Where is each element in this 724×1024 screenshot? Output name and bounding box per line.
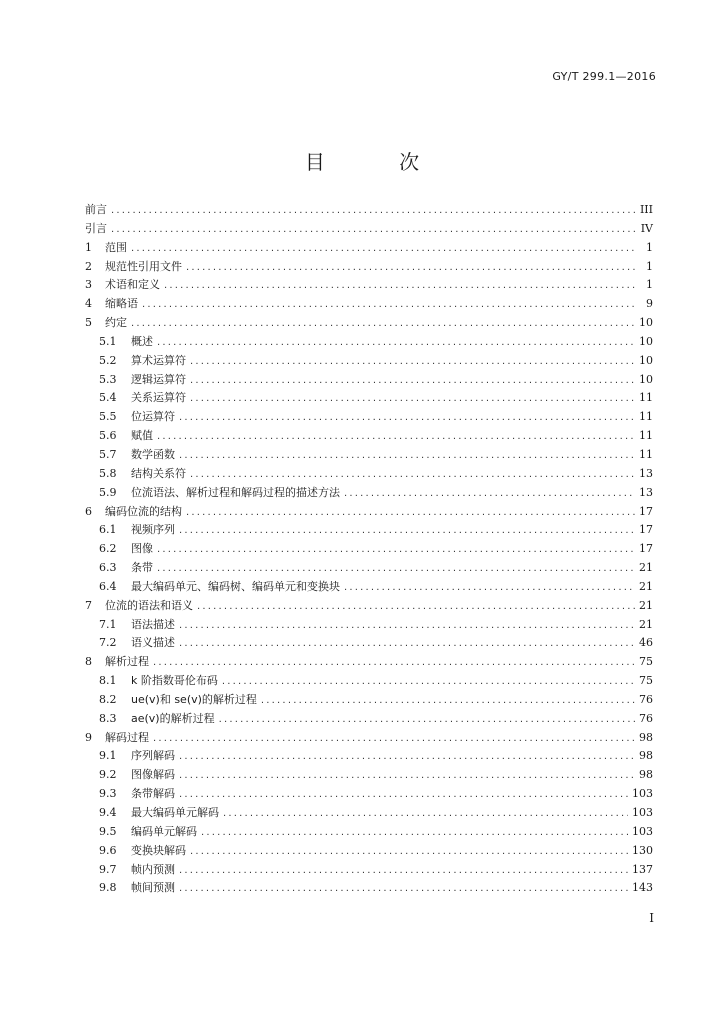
toc-entry-number: 9.2 (99, 768, 117, 782)
toc-entry[interactable] (85, 616, 653, 635)
toc-entry[interactable] (85, 672, 653, 691)
toc-entry-number: 8.2 (99, 692, 117, 706)
toc-entry-label: 范围 (105, 240, 127, 254)
toc-leader-dots (190, 372, 635, 391)
toc-entry-label: ue(v)和 se(v)的解析过程 (131, 692, 257, 706)
toc-entry-number: 7.1 (99, 617, 117, 631)
toc-entry[interactable] (85, 729, 653, 748)
toc-entry-number: 9.7 (99, 862, 117, 876)
toc-entry-label: 编码位流的结构 (105, 504, 182, 518)
toc-entry-page: 1 (646, 240, 653, 254)
toc-entry-page: IV (640, 221, 653, 235)
toc-entry-number: 7.2 (99, 636, 117, 650)
table-of-contents (85, 201, 653, 898)
page-title: 目 次 (304, 150, 454, 174)
toc-leader-dots (131, 315, 635, 334)
toc-entry-number: 2 (85, 259, 92, 273)
toc-entry-number: 4 (85, 297, 92, 311)
toc-entry[interactable] (85, 503, 653, 522)
toc-entry[interactable] (85, 276, 653, 295)
toc-entry-page: 75 (639, 674, 653, 688)
toc-entry[interactable] (85, 295, 653, 314)
toc-entry[interactable] (85, 352, 653, 371)
toc-entry[interactable] (85, 691, 653, 710)
toc-leader-dots (344, 579, 635, 598)
toc-entry-number: 9.8 (99, 881, 117, 895)
toc-entry-number: 5.3 (99, 372, 117, 386)
toc-entry-page: 1 (646, 278, 653, 292)
toc-entry-label: 前言 (85, 203, 107, 216)
toc-leader-dots (153, 654, 635, 673)
toc-entry[interactable] (85, 559, 653, 578)
toc-entry-label: 最大编码单元解码 (131, 806, 219, 819)
toc-entry-page: 13 (639, 466, 653, 480)
toc-entry-number: 7 (85, 598, 92, 612)
toc-entry-page: 103 (632, 824, 653, 838)
toc-entry-label: 条带解码 (131, 787, 175, 801)
toc-entry-number: 1 (85, 240, 92, 254)
toc-entry-label: 帧内预测 (131, 862, 175, 876)
toc-entry-number: 9 (85, 730, 92, 744)
toc-entry[interactable] (85, 747, 653, 766)
toc-entry[interactable] (85, 446, 653, 465)
toc-entry-label: 算术运算符 (131, 353, 186, 367)
toc-leader-dots (201, 824, 628, 843)
page-number: I (649, 911, 654, 925)
toc-entry-number: 5.6 (99, 429, 117, 443)
toc-entry[interactable] (85, 540, 653, 559)
toc-entry-label: 逻辑运算符 (131, 372, 186, 386)
toc-entry-page: 103 (632, 806, 653, 819)
toc-entry-number: 6 (85, 504, 92, 518)
toc-leader-dots (157, 334, 635, 353)
toc-leader-dots (190, 843, 628, 862)
toc-entry-label: 语义描述 (131, 636, 175, 650)
toc-leader-dots (179, 522, 635, 541)
toc-entry-number: 8 (85, 655, 92, 669)
toc-entry-page: 11 (639, 447, 653, 461)
toc-leader-dots (197, 598, 635, 617)
toc-entry-label: 图像 (131, 542, 153, 556)
standard-code: GY/T 299.1—2016 (552, 70, 656, 83)
toc-entry[interactable] (85, 521, 653, 540)
toc-entry-label: 位流的语法和语义 (105, 598, 193, 612)
toc-leader-dots (261, 692, 635, 711)
toc-entry-number: 9.5 (99, 824, 117, 838)
toc-entry-label: 图像解码 (131, 768, 175, 782)
toc-entry-number: 5.5 (99, 410, 117, 424)
toc-entry-page: 21 (639, 579, 653, 593)
toc-leader-dots (157, 560, 635, 579)
toc-entry-page: 17 (639, 523, 653, 537)
toc-entry-label: 赋值 (131, 429, 153, 443)
toc-leader-dots (157, 541, 635, 560)
toc-leader-dots (179, 767, 635, 786)
toc-leader-dots (131, 240, 635, 259)
toc-entry[interactable] (85, 314, 653, 333)
toc-entry[interactable] (85, 710, 653, 729)
toc-leader-dots (157, 428, 635, 447)
toc-entry[interactable] (85, 766, 653, 785)
toc-entry-number: 5.2 (99, 353, 117, 367)
toc-entry-page: 21 (639, 598, 653, 612)
toc-entry-number: 5.1 (99, 334, 117, 348)
toc-entry-label: 最大编码单元、编码树、编码单元和变换块 (131, 579, 340, 593)
toc-entry-page: 10 (639, 372, 653, 386)
toc-leader-dots (179, 617, 635, 636)
toc-leader-dots (111, 221, 635, 240)
toc-entry-number: 6.2 (99, 542, 117, 556)
toc-leader-dots (111, 202, 635, 221)
toc-entry-label: 数学函数 (131, 447, 175, 461)
toc-entry-label: 序列解码 (131, 749, 175, 763)
toc-entry-number: 6.3 (99, 561, 117, 575)
toc-entry-label: 引言 (85, 221, 107, 235)
toc-entry-number: 5.8 (99, 466, 117, 480)
toc-leader-dots (190, 390, 635, 409)
toc-entry[interactable] (85, 258, 653, 277)
toc-entry-label: 解析过程 (105, 655, 149, 669)
toc-entry-label: 概述 (131, 334, 153, 348)
toc-leader-dots (190, 353, 635, 372)
toc-entry-page: 17 (639, 504, 653, 518)
toc-entry[interactable] (85, 597, 653, 616)
toc-entry-label: 缩略语 (105, 297, 138, 311)
toc-entry-number: 9.6 (99, 843, 117, 857)
toc-entry-number: 9.3 (99, 787, 117, 801)
toc-entry-label: k 阶指数哥伦布码 (131, 674, 218, 688)
toc-entry-page: 137 (632, 862, 653, 876)
toc-entry-label: ae(v)的解析过程 (131, 711, 215, 725)
toc-leader-dots (179, 635, 635, 654)
toc-entry-label: 编码单元解码 (131, 824, 197, 838)
toc-entry-label: 约定 (105, 316, 127, 330)
toc-entry-page: 143 (632, 881, 653, 895)
toc-entry[interactable] (85, 578, 653, 597)
toc-entry[interactable] (85, 484, 653, 503)
toc-leader-dots (179, 447, 635, 466)
toc-entry-label: 视频序列 (131, 523, 175, 537)
toc-entry-number: 3 (85, 278, 92, 292)
toc-entry[interactable] (85, 785, 653, 804)
toc-leader-dots (344, 485, 635, 504)
toc-entry-page: 98 (639, 768, 653, 782)
toc-entry[interactable] (85, 634, 653, 653)
toc-entry-page: III (639, 203, 653, 216)
toc-leader-dots (179, 786, 628, 805)
toc-entry-page: 98 (639, 730, 653, 744)
toc-entry[interactable] (85, 842, 653, 861)
toc-entry-number: 8.3 (99, 711, 117, 725)
toc-entry[interactable] (85, 333, 653, 352)
toc-entry-page: 11 (639, 410, 653, 424)
toc-entry-label: 术语和定义 (105, 278, 160, 292)
toc-entry-label: 规范性引用文件 (105, 259, 182, 273)
toc-entry[interactable] (85, 861, 653, 880)
toc-entry[interactable] (85, 427, 653, 446)
toc-entry[interactable] (85, 804, 653, 823)
toc-entry-label: 关系运算符 (131, 391, 186, 405)
toc-entry-page: 130 (632, 843, 653, 857)
toc-entry-number: 6.1 (99, 523, 117, 537)
toc-leader-dots (190, 466, 635, 485)
toc-entry-label: 帧间预测 (131, 881, 175, 895)
toc-entry[interactable] (85, 239, 653, 258)
toc-entry-page: 1 (646, 259, 653, 273)
toc-entry-label: 变换块解码 (131, 843, 186, 857)
toc-leader-dots (179, 862, 628, 881)
toc-entry-page: 103 (632, 787, 653, 801)
toc-leader-dots (222, 673, 635, 692)
toc-entry-page: 10 (639, 316, 653, 330)
toc-leader-dots (219, 711, 635, 730)
toc-entry[interactable] (85, 653, 653, 672)
toc-entry-page: 13 (639, 485, 653, 499)
toc-entry-number: 9.4 (99, 806, 117, 819)
toc-leader-dots (153, 730, 635, 749)
toc-entry[interactable] (85, 201, 653, 220)
toc-entry[interactable] (85, 879, 653, 898)
toc-entry-number: 5.4 (99, 391, 117, 405)
toc-entry-page: 10 (639, 353, 653, 367)
toc-entry[interactable] (85, 465, 653, 484)
toc-entry-label: 语法描述 (131, 617, 175, 631)
toc-entry-number: 5.7 (99, 447, 117, 461)
toc-entry-page: 9 (646, 297, 653, 311)
toc-leader-dots (164, 277, 635, 296)
toc-entry-label: 位流语法、解析过程和解码过程的描述方法 (131, 485, 340, 499)
toc-leader-dots (223, 805, 628, 824)
toc-entry-label: 结构关系符 (131, 466, 186, 480)
toc-entry[interactable] (85, 389, 653, 408)
toc-entry-label: 位运算符 (131, 410, 175, 424)
toc-leader-dots (179, 748, 635, 767)
toc-entry-page: 21 (639, 561, 653, 575)
toc-entry[interactable] (85, 408, 653, 427)
toc-leader-dots (179, 409, 635, 428)
toc-entry-number: 9.1 (99, 749, 117, 763)
toc-entry-number: 5.9 (99, 485, 117, 499)
toc-leader-dots (186, 259, 635, 278)
toc-entry[interactable] (85, 823, 653, 842)
toc-entry-number: 5 (85, 316, 92, 330)
toc-entry-number: 8.1 (99, 674, 117, 688)
toc-entry-page: 76 (639, 692, 653, 706)
toc-entry-page: 75 (639, 655, 653, 669)
toc-entry-label: 条带 (131, 561, 153, 575)
toc-entry-page: 21 (639, 617, 653, 631)
toc-entry-page: 17 (639, 542, 653, 556)
toc-entry-label: 解码过程 (105, 730, 149, 744)
toc-entry-number: 6.4 (99, 579, 117, 593)
toc-entry[interactable] (85, 371, 653, 390)
toc-entry-page: 76 (639, 711, 653, 725)
toc-entry-page: 10 (639, 334, 653, 348)
toc-entry-page: 98 (639, 749, 653, 763)
toc-entry-page: 11 (639, 429, 653, 443)
toc-leader-dots (179, 880, 628, 899)
toc-entry-page: 46 (639, 636, 653, 650)
toc-leader-dots (142, 296, 635, 315)
toc-leader-dots (186, 504, 635, 523)
toc-entry-page: 11 (639, 391, 653, 405)
toc-entry[interactable] (85, 220, 653, 239)
